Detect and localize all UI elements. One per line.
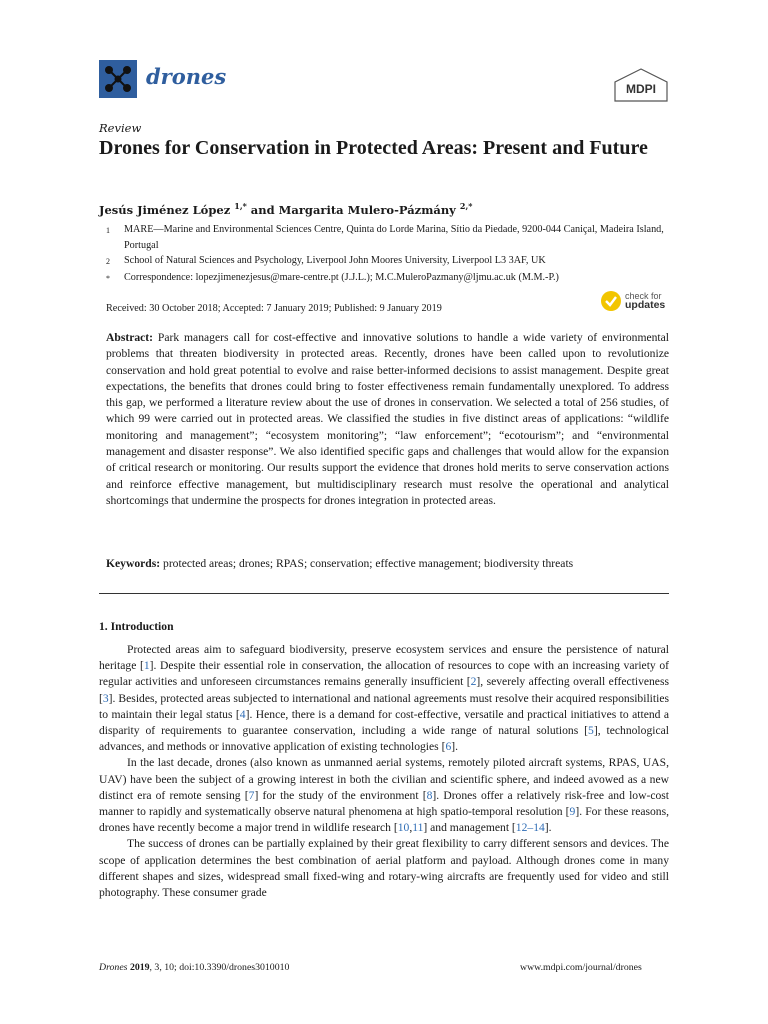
citation-link[interactable]: 11 bbox=[412, 821, 424, 835]
author-affiliation-marks: 2,* bbox=[459, 201, 473, 211]
drones-journal-logo-icon bbox=[99, 60, 137, 98]
author-name[interactable]: Jesús Jiménez López bbox=[99, 202, 231, 217]
footer-doi[interactable]: , 3, 10; doi:10.3390/drones3010010 bbox=[149, 962, 290, 973]
affiliation-text: MARE—Marine and Environmental Sciences Centre, Quinta do Lorde Marina, Sítio da Piedade, 9200-044 Caniçal, Madeira Island, Portugal bbox=[124, 224, 664, 251]
citation-link[interactable]: 5 bbox=[588, 724, 594, 738]
citation-link[interactable]: 10 bbox=[397, 821, 410, 835]
correspondence bbox=[106, 270, 676, 287]
citation-link[interactable]: 4 bbox=[239, 707, 246, 721]
citation-link[interactable]: 1 bbox=[143, 659, 150, 673]
divider bbox=[99, 593, 669, 594]
check-for-updates-button[interactable] bbox=[600, 290, 665, 312]
footer-year: 2019 bbox=[129, 962, 150, 973]
citation-link[interactable]: 2 bbox=[470, 675, 477, 689]
check-updates-icon bbox=[600, 290, 622, 312]
author-name[interactable]: Margarita Mulero-Pázmány bbox=[278, 202, 456, 217]
check-updates-line1: check for bbox=[625, 290, 662, 301]
mdpi-publisher-logo-icon[interactable] bbox=[613, 68, 669, 102]
affiliation-mark: 2 bbox=[106, 257, 110, 266]
article-type: Review bbox=[99, 121, 142, 135]
affiliation-item bbox=[106, 253, 676, 270]
citation-link[interactable]: 8 bbox=[426, 788, 433, 802]
publisher-name: MDPI bbox=[626, 82, 656, 96]
abstract bbox=[106, 330, 669, 509]
footer-url[interactable]: www.mdpi.com/journal/drones bbox=[520, 962, 642, 973]
footer-journal: Drones bbox=[99, 962, 128, 973]
author-affiliation-marks: 1,* bbox=[234, 201, 247, 211]
section-heading: 1. Introduction bbox=[99, 620, 174, 633]
citation-link[interactable]: 6 bbox=[445, 740, 452, 754]
affiliation-mark: 1 bbox=[106, 226, 110, 235]
keywords-text: protected areas; drones; RPAS; conservation; effective management; biodiversity threats bbox=[163, 557, 574, 570]
keywords bbox=[106, 557, 669, 570]
abstract-label: Abstract: bbox=[106, 331, 154, 344]
citation-link[interactable]: 7 bbox=[248, 788, 255, 802]
citation-link[interactable]: 12–14 bbox=[515, 821, 545, 835]
affiliation-mark: * bbox=[106, 273, 110, 283]
citation-link[interactable]: 3 bbox=[102, 691, 109, 705]
citation-link[interactable]: 9 bbox=[569, 805, 576, 819]
publication-dates: Received: 30 October 2018; Accepted: 7 January 2019; Published: 9 January 2019 bbox=[106, 303, 442, 314]
abstract-text: Park managers call for cost-effective and innovative solutions to handle a wide variety of environmental problems that threaten biodiversity in protected areas. Recently, drones have been called upon to revolutionize conservation and hold great potential to evolve and raise better-informed decisions to assist management. Despite great expectations, the benefits that drones could bring to foster effectiveness remain fundamentally unexplored. To address this gap, we performed a literature review about the use of drones in conservation. We selected a total of 256 studies, of which 99 were carried out in protected areas. We classified the studies in five distinct areas of applications: “wildlife monitoring and management”; “ecosystem monitoring”; “law enforcement”; “ecotourism”; and “environmental management and disaster response”. We also identified specific gaps and challenges that would allow for the expansion of critical research or monitoring. Our results support the evidence that drones hold merits to serve conservation actions and reinforce effective management, but multidisciplinary research must resolve the operational and analytical shortcomings that undermine the prospects for drones integration in protected areas. bbox=[106, 331, 670, 507]
paragraph: Protected areas aim to safeguard biodiversity, preserve ecosystem services and ensure the persistence of natural heritage [1]. Despite their essential role in conservation, the allocation of resources to cope with an increasing variety of regular activities and unforeseen circumstances remains generally insufficient [2], severely affecting overall effectiveness [3]. Besides, protected areas subjected to international and national agreements must resolve their acquired responsibilities to maintain their legal status [4]. Hence, there is a demand for cost-effective, versatile and practical initiatives to attend a disparity of requirements to guarantee conservation, including a wide range of natural solutions [5], technological advances, and methods or innovative application of existing technologies [6]. bbox=[99, 643, 670, 754]
author-joiner: and bbox=[246, 202, 279, 217]
affiliation-item bbox=[106, 222, 676, 253]
affiliations bbox=[106, 222, 676, 286]
check-updates-line2: updates bbox=[625, 299, 666, 311]
author-list bbox=[99, 201, 472, 217]
paragraph: The success of drones can be partially explained by their great flexibility to carry different sensors and devices. The scope of application determines the best combination of aerial platform and payload. Although drones come in many different shapes and sizes, widespread small fixed-wing and rotary-wing aircrafts are frequently used for video and still photography. These consumer grade bbox=[99, 837, 669, 900]
correspondence-text[interactable]: Correspondence: lopezjimenezjesus@mare-centre.pt (J.J.L.); M.C.MuleroPazmany@ljmu.ac.uk (M.M.-P.) bbox=[124, 271, 559, 283]
keywords-label: Keywords: bbox=[106, 557, 161, 570]
paragraph: In the last decade, drones (also known as unmanned aerial systems, remotely piloted aircraft systems, RPAS, UAS, UAV) have been the subject of a growing interest in both the civilian and scientific sphere, and indeed avowed as a new distinct era of remote sensing [7] for the study of the environment [8]. Drones offer a relatively risk-free and low-cost manner to rapidly and systematically observe natural phenomena at high spatio-temporal resolution [9]. For these reasons, drones have recently become a major trend in wildlife research [10,11] and management [12–14]. bbox=[99, 756, 669, 835]
footer-citation bbox=[99, 962, 289, 973]
article-title: Drones for Conservation in Protected Areas: Present and Future bbox=[99, 137, 648, 159]
section-body bbox=[99, 642, 669, 901]
journal-name[interactable]: drones bbox=[146, 64, 227, 89]
affiliation-text: School of Natural Sciences and Psychology, Liverpool John Moores University, Liverpool L3 3AF, UK bbox=[124, 255, 546, 266]
